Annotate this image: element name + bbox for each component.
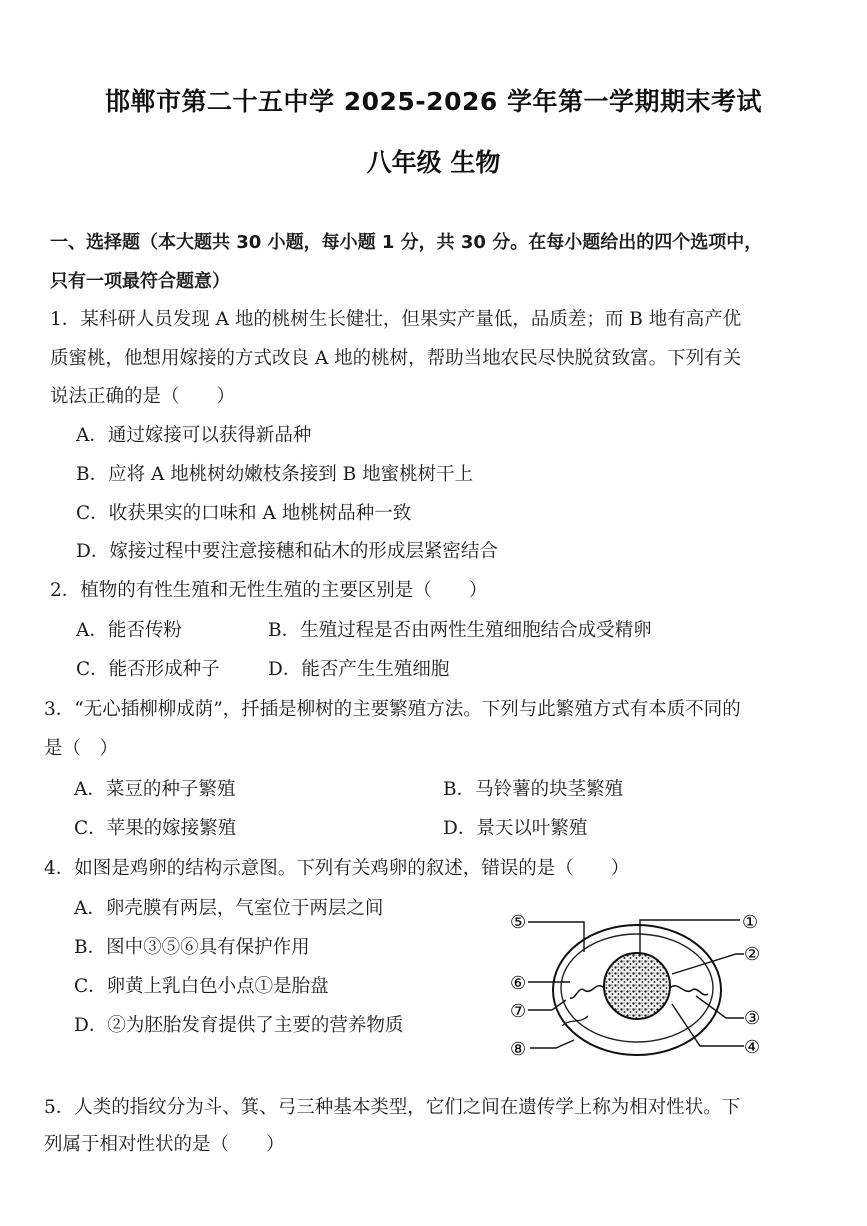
q3-option-a: A．菜豆的种子繁殖 — [74, 779, 236, 800]
label-3: ③ — [744, 1008, 761, 1029]
label-6: ⑥ — [510, 973, 527, 994]
q3-stem: 3．“无心插柳柳成荫”，扦插是柳树的主要繁殖方法。下列与此繁殖方式有本质不同的 — [44, 699, 741, 720]
section-heading-cont: 只有一项最符合题意） — [50, 271, 230, 292]
q2-option-c: C．能否形成种子 — [76, 659, 220, 680]
q1-option-a: A．通过嫁接可以获得新品种 — [76, 425, 312, 446]
egg-chalaza — [570, 986, 604, 998]
q3-option-b: B．马铃薯的块茎繁殖 — [443, 779, 624, 800]
q1-option-d: D．嫁接过程中要注意接穗和砧木的形成层紧密结合 — [76, 541, 498, 562]
egg-structure-diagram — [500, 900, 780, 1070]
q4-option-d: D．②为胚胎发育提供了主要的营养物质 — [74, 1015, 404, 1036]
exam-title: 邯郸市第二十五中学 2025-2026 学年第一学期期末考试 — [105, 87, 762, 116]
egg-yolk — [604, 953, 670, 1019]
leader-line — [530, 1040, 574, 1048]
leader-line — [528, 1000, 566, 1010]
label-2: ② — [744, 944, 761, 965]
q4-stem: 4．如图是鸡卵的结构示意图。下列有关鸡卵的叙述，错误的是（ ） — [44, 858, 630, 879]
exam-subtitle: 八年级 生物 — [366, 148, 501, 177]
q4-option-b: B．图中③⑤⑥具有保护作用 — [74, 937, 310, 958]
label-7: ⑦ — [510, 1001, 527, 1022]
q1-option-b: B．应将 A 地桃树幼嫩枝条接到 B 地蜜桃树干上 — [76, 464, 474, 485]
label-1: ① — [742, 912, 759, 933]
section-heading: 一、选择题（本大题共 30 小题，每小题 1 分，共 30 分。在每小题给出的四个选项中， — [50, 232, 763, 253]
q3-option-c: C．苹果的嫁接繁殖 — [74, 818, 237, 839]
q5-stem: 5．人类的指纹分为斗、箕、弓三种基本类型，它们之间在遗传学上称为相对性状。下 — [44, 1097, 741, 1118]
q2-stem: 2．植物的有性生殖和无性生殖的主要区别是（ ） — [50, 580, 488, 601]
egg-chalaza — [670, 986, 708, 995]
q3-stem: 是（ ） — [44, 738, 119, 759]
q1-option-c: C．收获果实的口味和 A 地桃树品种一致 — [76, 503, 412, 524]
q5-stem: 列属于相对性状的是（ ） — [44, 1134, 285, 1155]
leader-line — [528, 922, 584, 952]
leader-line — [672, 954, 744, 974]
label-8: ⑧ — [510, 1039, 527, 1060]
label-5: ⑤ — [510, 912, 527, 933]
q4-option-c: C．卵黄上乳白色小点①是胎盘 — [74, 976, 329, 997]
q2-option-d: D．能否产生生殖细胞 — [268, 659, 450, 680]
q1-stem: 质蜜桃，他想用嫁接的方式改良 A 地的桃树，帮助当地农民尽快脱贫致富。下列有关 — [50, 348, 742, 369]
q1-stem: 1．某科研人员发现 A 地的桃树生长健壮，但果实产量低，品质差；而 B 地有高产优 — [50, 309, 742, 330]
label-4: ④ — [744, 1037, 761, 1058]
q2-option-b: B．生殖过程是否由两性生殖细胞结合成受精卵 — [268, 620, 652, 641]
q3-option-d: D．景天以叶繁殖 — [443, 818, 588, 839]
q4-option-a: A．卵壳膜有两层，气室位于两层之间 — [74, 898, 384, 919]
q2-option-a: A．能否传粉 — [76, 620, 182, 641]
q1-stem: 说法正确的是（ ） — [50, 386, 236, 407]
